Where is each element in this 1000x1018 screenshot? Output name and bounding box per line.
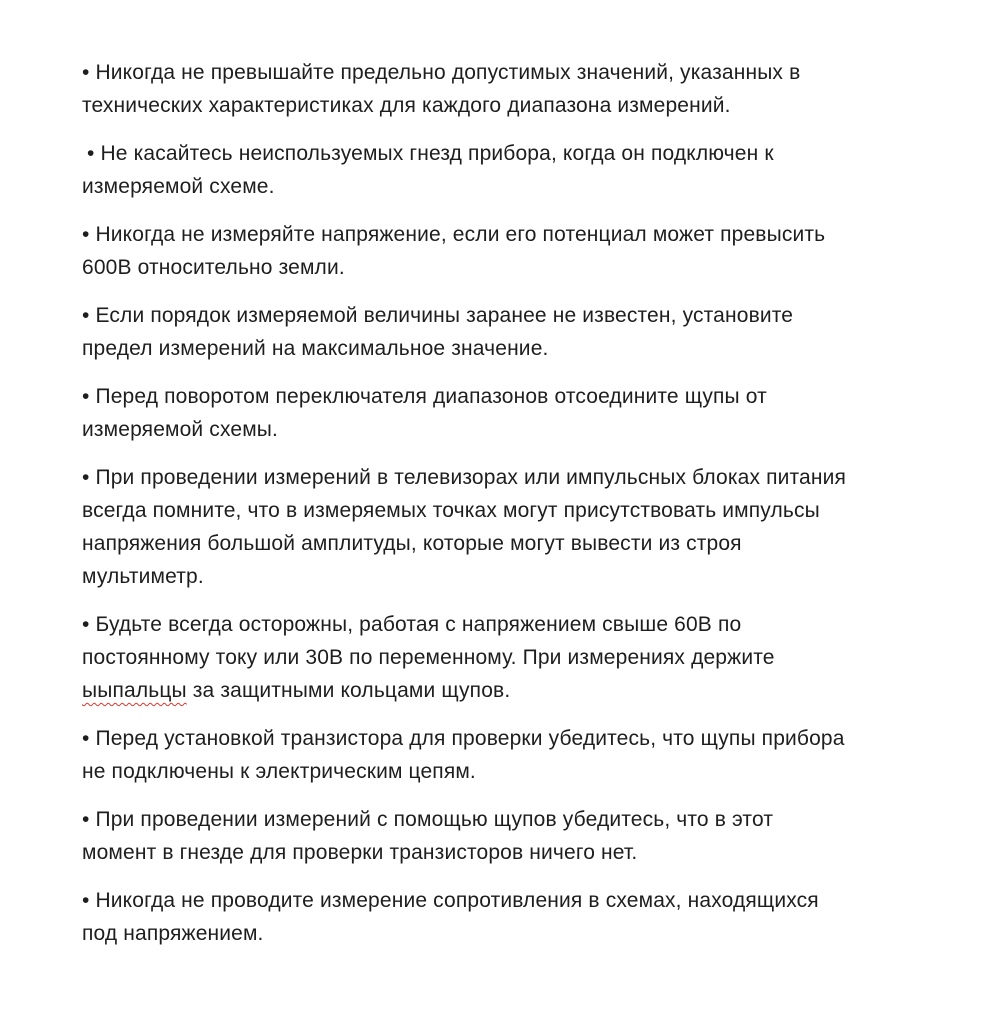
paragraph-4 — [82, 299, 962, 365]
paragraph-line: всегда помните, что в измеряемых точках могут присутствовать импульсы — [82, 499, 820, 522]
paragraph-line: • Не касайтесь неиспользуемых гнезд прибора, когда он подключен к — [87, 142, 774, 165]
paragraph-5 — [82, 380, 962, 446]
paragraph-10 — [82, 884, 962, 950]
document-body — [82, 56, 962, 965]
paragraph-line: мультиметр. — [82, 565, 204, 588]
paragraph-line: измеряемой схемы. — [82, 418, 279, 441]
paragraph-line: • Никогда не превышайте предельно допустимых значений, указанных в — [82, 61, 801, 84]
paragraph-line: напряжения большой амплитуды, которые могут вывести из строя — [82, 532, 742, 555]
paragraph-line: • Если порядок измеряемой величины заранее не известен, установите — [82, 304, 794, 327]
paragraph-line: 600В относительно земли. — [82, 256, 345, 279]
paragraph-8 — [82, 722, 962, 788]
paragraph-line: под напряжением. — [82, 922, 264, 945]
paragraph-line: предел измерений на максимальное значение. — [82, 337, 549, 360]
paragraph-line: технических характеристиках для каждого диапазона измерений. — [82, 94, 731, 117]
paragraph-9 — [82, 803, 962, 869]
paragraph-line: • При проведении измерений с помощью щупов убедитесь, что в этот — [82, 808, 774, 831]
paragraph-line: измеряемой схеме. — [82, 175, 275, 198]
paragraph-line: момент в гнезде для проверки транзисторов ничего нет. — [82, 841, 638, 864]
paragraph-line: • Никогда не измеряйте напряжение, если его потенциал может превысить — [82, 223, 826, 246]
paragraph-2 — [82, 137, 962, 203]
paragraph-1 — [82, 56, 962, 122]
misspelled-word[interactable]: ыыпальцы — [82, 679, 187, 702]
paragraph-line: • Перед установкой транзистора для проверки убедитесь, что щупы прибора — [82, 727, 845, 750]
paragraph-line: не подключены к электрическим цепям. — [82, 760, 476, 783]
paragraph-3 — [82, 218, 962, 284]
paragraph-6 — [82, 461, 962, 593]
paragraph-7 — [82, 608, 962, 707]
paragraph-line: • Перед поворотом переключателя диапазонов отсоедините щупы от — [82, 385, 767, 408]
paragraph-line: • Будьте всегда осторожны, работая с напряжением свыше 60В по — [82, 613, 742, 636]
paragraph-line: • При проведении измерений в телевизорах или импульсных блоках питания — [82, 466, 847, 489]
paragraph-line — [82, 674, 962, 707]
paragraph-line: постоянному току или 30В по переменному. При измерениях держите — [82, 646, 775, 669]
paragraph-line: • Никогда не проводите измерение сопротивления в схемах, находящихся — [82, 889, 819, 912]
line-rest: за защитными кольцами щупов. — [186, 679, 511, 702]
